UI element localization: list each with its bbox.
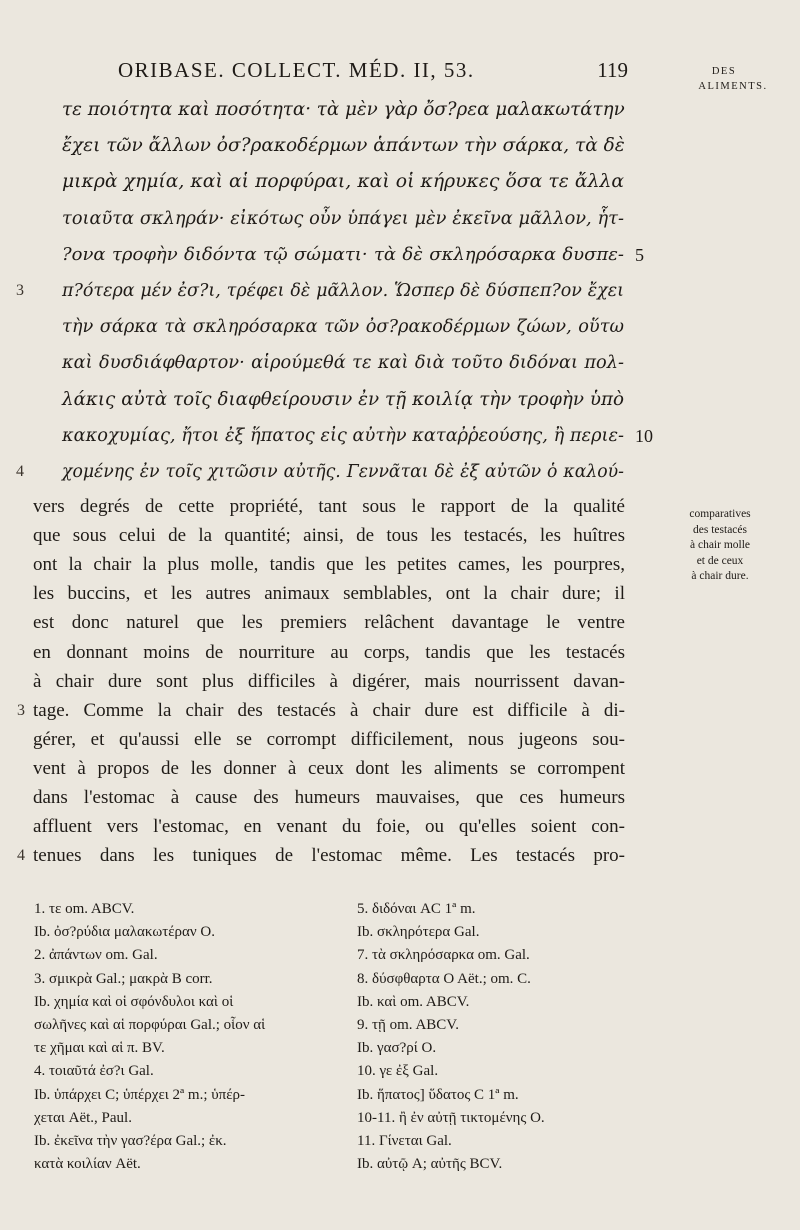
french-line-text: ont la chair la plus molle, tandis que les petites cames, les pourpres, xyxy=(33,554,625,576)
french-line-text: en donnant moins de nourriture au corps, tandis que les testacés xyxy=(33,641,625,663)
french-line-text: dans l'estomac à cause des humeurs mauvaises, que ces humeurs xyxy=(33,787,625,808)
greek-line-text: τοιαῦτα σκληράν· εἰκότως οὖν ὑπάγει μὲν ἐκεῖνα μᾶλλον, ἧτ- xyxy=(62,208,624,229)
line-number: 10 xyxy=(635,425,653,446)
page-header xyxy=(118,58,628,86)
footnote-line: Ib. ἐκεῖνα τὴν γασ?έρα Gal.; ἐκ. xyxy=(34,1132,227,1149)
footnotes-left-column xyxy=(34,898,324,1176)
greek-line xyxy=(0,382,800,418)
greek-line-text: π?ότερα μέν ἐσ?ι, τρέφει δὲ μᾶλλον. Ὥσπερ δὲ δύσπεπ?ον ἔχει xyxy=(62,281,624,301)
french-line-text: tenues dans les tuniques de l'estomac même. Les testacés pro- xyxy=(33,845,625,867)
footnote-line: 1. τε om. ABCV. xyxy=(34,901,135,917)
section-marker: 3 xyxy=(17,701,25,719)
footnote-line: Ib. καὶ om. ABCV. xyxy=(357,993,470,1010)
footnote-line: Ib. σκληρότερα Gal. xyxy=(357,924,480,941)
footnote-line: Ib. γασ?ρί O. xyxy=(357,1040,437,1057)
footnote-line: 7. τὰ σκληρόσαρκα om. Gal. xyxy=(357,947,530,964)
french-line xyxy=(0,754,800,783)
french-line xyxy=(0,492,800,521)
footnote-line: 4. τοιαῦτά ἐσ?ι Gal. xyxy=(34,1063,154,1080)
margin-heading-line: DES xyxy=(711,66,737,77)
greek-line xyxy=(0,273,800,309)
greek-line xyxy=(0,164,800,200)
footnote-line: Ib. ὑπάρχει C; ὑπέρχει 2ª m.; ὑπέρ- xyxy=(34,1086,246,1103)
footnote-line: Ib. ὀσ?ρύδια μαλακωτέραν O. xyxy=(34,924,215,941)
footnote-line: σωλῆνες καὶ αἱ πορφύραι Gal.; οἷον αἱ xyxy=(34,1016,266,1033)
greek-line-text: ἔχει τῶν ἄλλων ὀσ?ρακοδέρμων ἁπάντων τὴν σάρκα, τὰ δὲ xyxy=(62,135,625,157)
french-line-text: vent à propos de les donner à ceux dont les aliments se corrompent xyxy=(33,757,625,779)
footnote-line: 10. γε ἐξ Gal. xyxy=(357,1063,439,1080)
french-line xyxy=(0,550,800,579)
footnote-line: Ib. αὐτῷ A; αὐτῆς BCV. xyxy=(357,1156,503,1173)
footnote-line: τε χῆμαι καὶ αἱ π. BV. xyxy=(34,1040,165,1057)
section-marker: 4 xyxy=(16,463,24,480)
french-line xyxy=(0,521,800,550)
margin-note-line: des testacés xyxy=(693,523,747,536)
french-line-text: affluent vers l'estomac, en venant du foie, ou qu'elles soient con- xyxy=(33,816,625,838)
greek-line-text: καὶ δυσδιάφθαρτον· αἱρούμεθά τε καὶ διὰ τοῦτο διδόναι πολ- xyxy=(62,353,624,374)
french-line-text: tage. Comme la chair des testacés à chair dure est difficile à di- xyxy=(33,699,625,721)
footnote-line: 3. σμικρὰ Gal.; μακρὰ B corr. xyxy=(34,970,213,987)
margin-note-line: à chair molle xyxy=(689,539,751,551)
greek-line xyxy=(0,128,800,164)
french-line xyxy=(0,608,800,637)
french-line-text: vers degrés de cette propriété, tant sous le rapport de la qualité xyxy=(33,496,625,517)
french-line xyxy=(0,696,800,725)
footnote-line: χεται Aët., Paul. xyxy=(34,1109,132,1126)
greek-line xyxy=(0,418,800,454)
footnote-line: 2. ἀπάντων om. Gal. xyxy=(34,947,158,964)
greek-line xyxy=(0,92,800,128)
french-line xyxy=(0,667,800,696)
french-line xyxy=(0,812,800,841)
greek-line-text: τὴν σάρκα τὰ σκληρόσαρκα τῶν ὀσ?ρακοδέρμων ζώων, οὕτω xyxy=(62,317,624,338)
french-line-text: que sous celui de la quantité; ainsi, de tous les testacés, les huîtres xyxy=(33,525,625,547)
french-line xyxy=(0,579,800,608)
footnote-line: Ib. ἥπατος] ὕδατος C 1ª m. xyxy=(357,1086,519,1103)
greek-line xyxy=(0,237,800,273)
french-line-text: à chair dure sont plus difficiles à digérer, mais nourrissent davan- xyxy=(33,670,625,692)
french-line xyxy=(0,638,800,667)
greek-line-text: χομένης ἐν τοῖς χιτῶσιν αὐτῆς. Γεννᾶται δὲ ἐξ αὐτῶν ὁ καλού- xyxy=(62,462,624,482)
french-line-text: les buccins, et les autres animaux semblables, ont la chair dure; il xyxy=(33,583,625,605)
greek-line xyxy=(0,309,800,345)
footnote-line: Ib. χημία καὶ οἱ σφόνδυλοι καὶ οἱ xyxy=(34,993,234,1010)
page-number: 119 xyxy=(597,58,628,82)
section-marker: 3 xyxy=(16,282,24,299)
footnote-line: κατὰ κοιλίαν Aët. xyxy=(34,1156,141,1173)
margin-heading-line: ALIMENTS. xyxy=(698,81,768,92)
greek-line-text: ?ονα τροφὴν διδόντα τῷ σώματι· τὰ δὲ σκληρόσαρκα δυσπε- xyxy=(62,243,624,265)
french-line xyxy=(0,783,800,812)
footnotes-right-column xyxy=(357,898,617,1176)
french-line-text: gérer, et qu'aussi elle se corrompt difficilement, nous jugeons sou- xyxy=(33,728,625,750)
greek-line xyxy=(0,201,800,237)
french-line xyxy=(0,841,800,870)
footnote-line: 10-11. ἢ ἐν αὐτῇ τικτομένης O. xyxy=(357,1109,545,1126)
french-line-text: est donc naturel que les premiers relâchent davantage le ventre xyxy=(33,612,625,634)
margin-note-line: et de ceux xyxy=(696,554,744,567)
footnote-line: 8. δύσφθαρτα O Aët.; om. C. xyxy=(357,970,531,987)
running-head: ORIBASE. COLLECT. MÉD. II, 53. xyxy=(118,58,475,82)
greek-line-text: κακοχυμίας, ἤτοι ἐξ ἥπατος εἰς αὐτὴν καταῤῥεούσης, ἢ περιε- xyxy=(62,425,624,446)
footnote-line: 5. διδόναι AC 1ª m. xyxy=(357,901,476,917)
greek-line xyxy=(0,345,800,381)
margin-heading xyxy=(668,64,780,94)
greek-line-text: μικρὰ χημία, καὶ αἱ πορφύραι, καὶ οἱ κήρυκες ὅσα τε ἄλλα xyxy=(62,171,624,193)
line-number: 5 xyxy=(635,244,644,265)
section-marker: 4 xyxy=(17,847,25,865)
french-line xyxy=(0,725,800,754)
greek-line xyxy=(0,454,800,490)
margin-note-line: comparatives xyxy=(689,508,751,520)
greek-line-text: τε ποιότητα καὶ ποσότητα· τὰ μὲν γὰρ ὄσ?ρεα μαλακωτάτην xyxy=(62,99,625,120)
footnote-line: 9. τῇ om. ABCV. xyxy=(357,1016,459,1033)
footnote-line: 11. Γίνεται Gal. xyxy=(357,1132,452,1149)
greek-line-text: λάκις αὐτὰ τοῖς διαφθείρουσιν ἐν τῇ κοιλίᾳ τὴν τροφὴν ὑπὸ xyxy=(62,388,624,410)
margin-note-line: à chair dure. xyxy=(691,570,749,582)
